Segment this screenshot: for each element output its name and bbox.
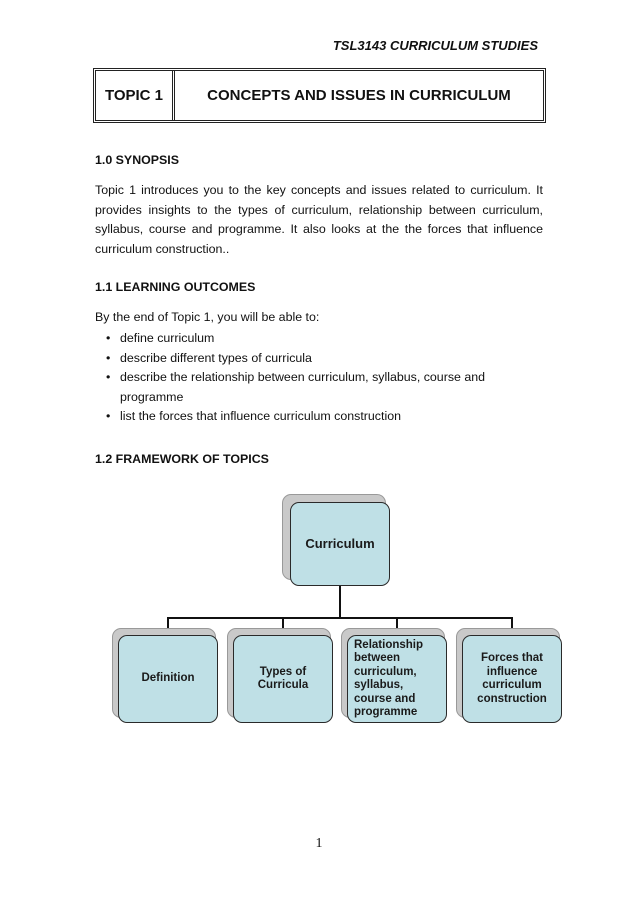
- topic-title-box: [93, 68, 546, 123]
- child-node-definition: Definition: [118, 635, 218, 723]
- connector-line: [167, 617, 513, 619]
- child-node-forces: Forces that influence curriculum construction: [462, 635, 562, 723]
- framework-heading: 1.2 FRAMEWORK OF TOPICS: [95, 452, 269, 466]
- bullet-icon: •: [106, 331, 111, 345]
- connector-line: [339, 586, 341, 618]
- outcomes-heading: 1.1 LEARNING OUTCOMES: [95, 280, 256, 294]
- outcome-text: list the forces that influence curriculum construction: [120, 409, 401, 423]
- bullet-icon: •: [106, 370, 111, 384]
- list-item: [95, 368, 543, 407]
- bullet-icon: •: [106, 409, 111, 423]
- root-node: Curriculum: [290, 502, 390, 586]
- child-node-relationship: Relationship between curriculum, syllabus, course and programme: [347, 635, 447, 723]
- list-item: [95, 407, 543, 427]
- outcome-text: describe different types of curricula: [120, 350, 312, 365]
- running-header: TSL3143 CURRICULUM STUDIES: [332, 38, 538, 53]
- synopsis-heading: 1.0 SYNOPSIS: [95, 153, 180, 167]
- outcomes-intro: By the end of Topic 1, you will be able to:: [95, 310, 320, 324]
- bullet-icon: •: [106, 350, 111, 365]
- page-number: 1: [315, 836, 323, 851]
- topic-title: CONCEPTS AND ISSUES IN CURRICULUM: [207, 87, 511, 104]
- outcome-text: define curriculum: [120, 331, 215, 345]
- list-item: [95, 349, 543, 369]
- framework-diagram: [112, 494, 566, 726]
- list-item: [95, 329, 543, 349]
- synopsis-text: Topic 1 introduces you to the key concepts and issues related to curriculum. It provides insights to the types of curriculum, relationship between curriculum, syllabus, course and programme. It also looks at the the forces that influence curriculum construction..: [95, 183, 543, 256]
- child-node-types: Types of Curricula: [233, 635, 333, 723]
- topic-number: TOPIC 1: [96, 71, 175, 120]
- outcomes-list: [95, 329, 543, 427]
- outcome-text: describe the relationship between curriculum, syllabus, course and programme: [120, 370, 486, 404]
